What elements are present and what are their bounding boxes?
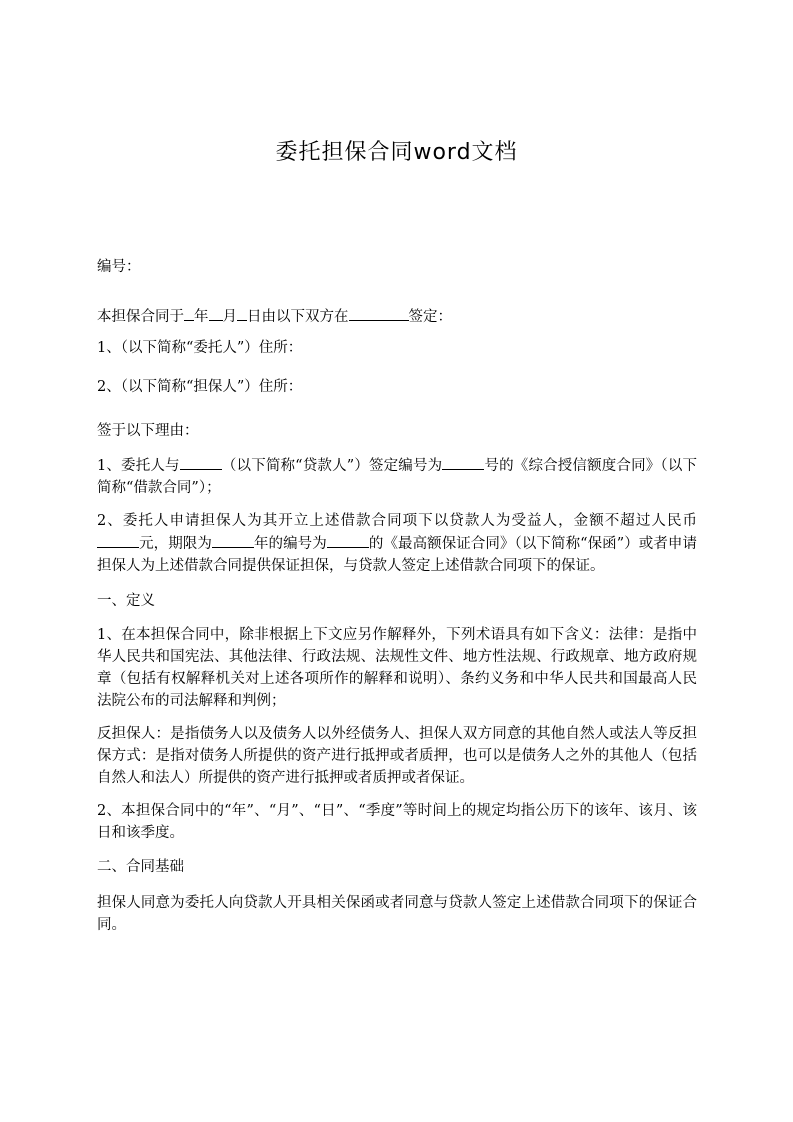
section-2-paragraph-1: 担保人同意为委托人向贷款人开具相关保函或者同意与贷款人签定上述借款合同项下的保证合同。 (97, 895, 697, 933)
blank-lender (180, 454, 222, 470)
section-2-heading: 二、合同基础 (97, 859, 184, 875)
section-1-paragraph-2: 反担保人：是指债务人以及债务人以外经债务人、担保人双方同意的其他自然人或法人等反担保方式：是指对债务人所提供的资产进行抵押或者质押，也可以是债务人之外的其他人（包括自然人和法人）所提供的资产进行抵押或者质押或者保证。 (97, 726, 697, 786)
document-body (97, 256, 697, 936)
reason-2 (97, 510, 697, 577)
intro-text-2: 年 (194, 309, 209, 325)
document-title: 委托担保合同word文档 (275, 140, 518, 165)
blank-contract-no (442, 454, 484, 470)
blank-year (184, 305, 194, 321)
blank-term (212, 532, 254, 548)
party-2: 2、（以下简称“担保人”）住所： (97, 379, 303, 395)
blank-guarantee-no (327, 532, 369, 548)
intro-text-4: 日由以下双方在 (247, 309, 349, 325)
blank-amount (97, 532, 139, 548)
reason2-text-4: 的《最高额保证合同》（以下简称“保函”）或者申请担保人为上述借款合同提供保证担保，与贷款人签定上述借款合同项下的保证。 (97, 536, 698, 574)
blank-month (209, 305, 223, 321)
contract-number-label: 编号： (97, 259, 141, 275)
section-1-heading: 一、定义 (97, 593, 155, 609)
blank-place (349, 305, 409, 321)
intro-paragraph (97, 305, 697, 328)
reasons-heading: 签于以下理由： (97, 423, 199, 439)
section-1-paragraph-3: 2、本担保合同中的“年”、“月”、“日”、“季度”等时间上的规定均指公历下的该年、该月、该日和该季度。 (97, 803, 697, 841)
intro-text-5: 签定： (408, 309, 452, 325)
reason2-text-3: 年的编号为 (253, 536, 327, 552)
reason-1 (97, 454, 697, 499)
blank-day (237, 305, 247, 321)
party-1: 1、（以下简称“委托人”）住所： (97, 340, 303, 356)
reason2-text-1: 2、委托人申请担保人为其开立上述借款合同项下以贷款人为受益人，金额不超过人民币 (97, 513, 697, 529)
reason1-text-2: （以下简称“贷款人”）签定编号为 (221, 458, 443, 474)
intro-text-3: 月 (222, 309, 237, 325)
intro-text-1: 本担保合同于 (97, 309, 184, 325)
reason1-text-1: 1、委托人与 (97, 458, 180, 474)
reason1-text-3: 号的《综合授信额度合同》（以下简称“借款合同”）； (97, 458, 697, 496)
section-1-paragraph-1: 1、在本担保合同中，除非根据上下文应另作解释外，下列术语具有如下含义：法律：是指中华人民共和国宪法、其他法律、行政法规、法规性文件、地方性法规、行政规章、地方政府规章（包括有权解释机关对上述各项所作的解释和说明）、条约义务和中华人民共和国最高人民法院公布的司法解释和判例； (97, 627, 697, 709)
reason2-text-2: 元，期限为 (139, 536, 212, 552)
